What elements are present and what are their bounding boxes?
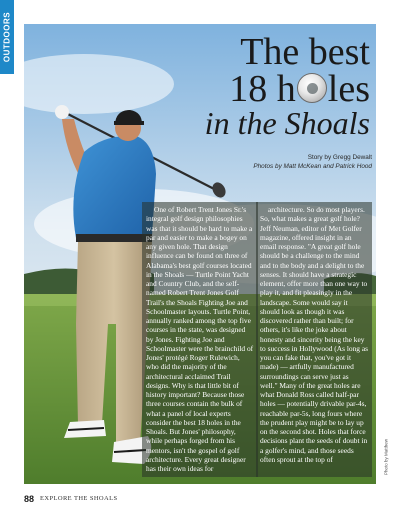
column-1-text: One of Robert Trent Jones Sr.'s integral golf design philosophies was that it should be hard to make a par and easier to make a bogey on any given hole. That design influence can be found on three of Alabama's best golf courses located in the Shoals — Turtle Point Yacht and Country Club, and the self-named Robert Trent Jones Golf Trail's the Shoals Fighting Joe and Schoolmaster layouts. Turtle Point, annually ranked among the top five courses in the state, was designed by Jones. Fighting Joe and Schoolmaster were the brainchild of Jones' protégé Roger Rulewich, who did the majority of the architectural acclaimed Trail designs. Why is that little bit of history important? Because those three courses contain the bulk of what a panel of local experts consider the best 18 holes in the Shoals. But Jones' philosophy, while perhaps forged from his mentors, isn't the gospel of golf architecture. Every great designer has their own ideas for — [146, 205, 254, 473]
headline-line-2-end: les — [327, 68, 370, 111]
headline-line-3: in the Shoals — [204, 105, 370, 142]
article-headline — [170, 31, 370, 142]
side-photo-credit-text: Photo by Matthew — [383, 438, 389, 476]
section-tab-label: OUTDOORS — [2, 11, 12, 63]
photo-credit: Photos by Matt McKean and Patrick Hood — [253, 162, 372, 170]
page-number: 88 — [24, 494, 35, 504]
story-credit: Story by Gregg Dewalt — [307, 154, 372, 161]
article-column-1 — [146, 205, 254, 477]
headline-line-2-start: 18 h — [229, 68, 296, 111]
column-2-text: architecture. So do most players. So, what makes a great golf hole? Jeff Neuman, editor of Met Golfer magazine, offered insight in an email response. "A great golf hole should be a challenge to the mind and to the body and a delight to the senses. It should have a strategic element, offer more than one way to play it, and fit pleasingly in the landscape. Some would say it should look as though it was discovered rather than built; for others, it's like the joke about honesty and sincerity being the key to success in Hollywood (As long as you can fake that, you've got it made) — artfully manufactured surroundings can serve just as well." Many of the great holes are what Donald Ross called half-par holes — potentially drivable par-4s, reachable par-5s, long fours where the prudent play might be to lay up on the second shot. Holes that force decisions plant the seeds of doubt in a golfer's mind, and those seeds often sprout at the top of — [260, 205, 368, 464]
magazine-name: EXPLORE THE SHOALS — [40, 495, 118, 502]
byline — [172, 154, 372, 171]
article-column-2 — [260, 205, 368, 477]
section-tab — [0, 0, 14, 74]
side-photo-credit — [381, 430, 391, 484]
golf-ball-icon — [297, 73, 327, 103]
headline-line-2 — [170, 68, 370, 111]
headline-line-1: The best — [240, 31, 370, 73]
